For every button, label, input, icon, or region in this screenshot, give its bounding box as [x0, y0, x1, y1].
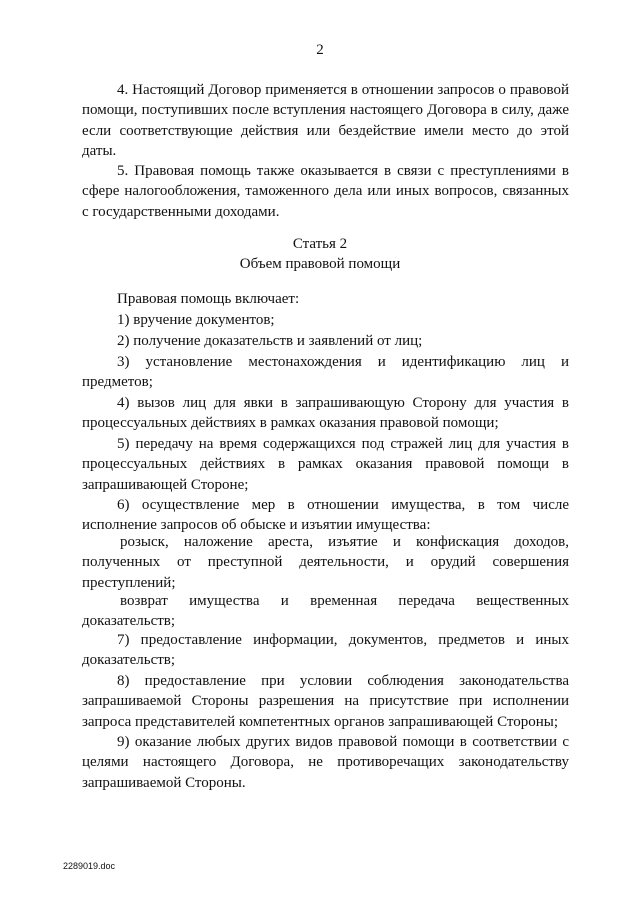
article-number: Статья 2	[292, 236, 348, 252]
file-name-footer: 2289019.doc	[63, 861, 116, 871]
article-title: Объем правовой помощи	[239, 256, 401, 272]
list-item-5: 5) передачу на время содержащихся под стражей лиц для участия в процессуальных действиях в рамках оказания правовой помощи в запрашивающей Стороне;	[82, 436, 569, 493]
list-item-8: 8) предоставление при условии соблюдения законодательства запрашиваемой Стороны разрешения на присутствие при исполнении запроса представителей компетентных органов запрашивающей Стороны;	[82, 673, 569, 730]
list-item-3: 3) установление местонахождения и идентификацию лиц и предметов;	[82, 354, 569, 391]
list-item-1: 1) вручение документов;	[117, 312, 275, 328]
list-item-2: 2) получение доказательств и заявлений от лиц;	[117, 333, 423, 349]
list-subitem-search: розыск, наложение ареста, изъятие и конфискация доходов, полученных от преступной деятельности, и орудий совершения преступлений;	[82, 534, 569, 591]
list-item-9: 9) оказание любых других видов правовой помощи в соответствии с целями настоящего Договора, не противоречащих законодательству запрашиваемой Стороны.	[82, 734, 569, 791]
list-intro: Правовая помощь включает:	[117, 291, 300, 307]
page-number: 2	[316, 42, 324, 58]
list-item-7: 7) предоставление информации, документов, предметов и иных доказательств;	[82, 632, 569, 669]
list-subitem-return: возврат имущества и временная передача вещественных доказательств;	[82, 593, 569, 630]
list-item-6: 6) осуществление мер в отношении имущества, в том числе исполнение запросов об обыске и изъятии имущества:	[82, 497, 569, 534]
list-item-4: 4) вызов лиц для явки в запрашивающую Сторону для участия в процессуальных действиях в рамках оказания правовой помощи;	[82, 395, 569, 432]
paragraph-4: 4. Настоящий Договор применяется в отношении запросов о правовой помощи, поступивших после вступления настоящего Договора в силу, даже если соответствующие действия или бездействие имели место до этой даты.	[82, 82, 569, 160]
paragraph-5: 5. Правовая помощь также оказывается в связи с преступлениями в сфере налогообложения, таможенного дела или иных вопросов, связанных с государственными доходами.	[82, 163, 569, 220]
